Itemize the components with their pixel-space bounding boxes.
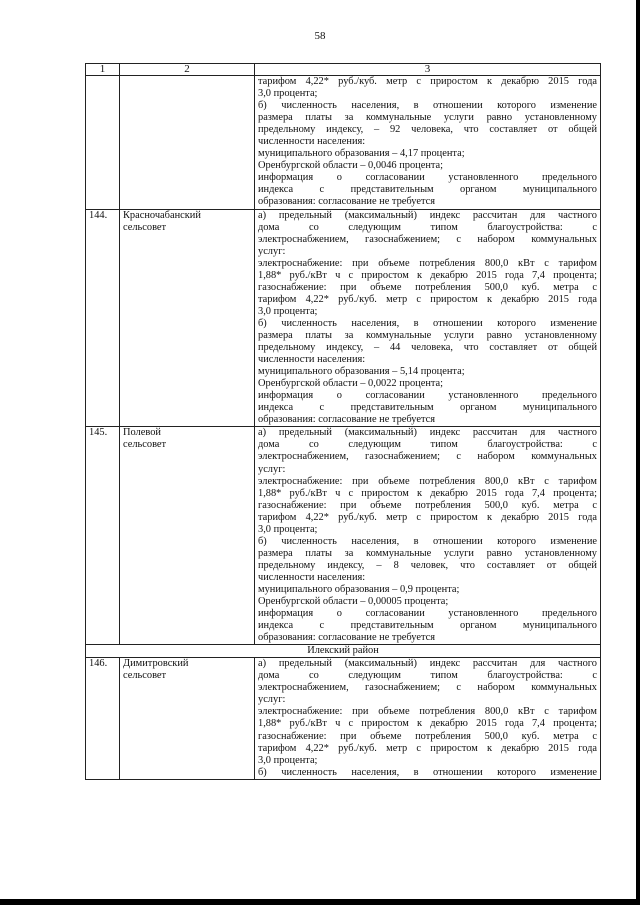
row-number: 145. xyxy=(86,427,120,645)
municipality-name xyxy=(120,209,255,427)
description-line: информация о согласовании установленного предельного xyxy=(258,390,597,402)
description-line: численности населения: xyxy=(258,571,366,583)
description-line: 3,0 процента; xyxy=(258,754,318,766)
description-line: электроснабжение: при объеме потребления 800,0 кВт с тарифом xyxy=(258,257,597,269)
description-line: муниципального образования – 5,14 процента; xyxy=(258,366,465,378)
municipality-name xyxy=(120,427,255,645)
description-line: предельному индексу, – 44 человека, что составляет от общей xyxy=(258,342,597,354)
header-col-2: 2 xyxy=(120,64,255,76)
description-line: 1,88* руб./кВт ч с приростом к декабрю 2015 года 7,4 процента; xyxy=(258,269,597,281)
table-row xyxy=(86,209,601,427)
municipality-name-line: сельсовет xyxy=(123,670,167,682)
scan-bottom-edge xyxy=(0,899,640,905)
description-line: а) предельный (максимальный) индекс рассчитан для частного xyxy=(258,658,597,670)
index-description xyxy=(255,427,601,645)
description-line: информация о согласовании установленного предельного xyxy=(258,608,597,620)
municipality-name-line: Полевой xyxy=(123,427,161,439)
description-line: размера платы за коммунальные услуги равно установленному xyxy=(258,547,597,559)
municipality-name xyxy=(120,658,255,779)
description-line: б) численность населения, в отношении которого изменение xyxy=(258,535,597,547)
description-line: численности населения: xyxy=(258,354,366,366)
description-line: дома со следующим типом благоустройства: с xyxy=(258,670,597,682)
municipality-name-line: сельсовет xyxy=(123,439,167,451)
district-name: Илекский район xyxy=(86,645,601,658)
description-line: численности населения: xyxy=(258,136,366,148)
description-line: а) предельный (максимальный) индекс рассчитан для частного xyxy=(258,209,597,221)
table-row xyxy=(86,76,601,210)
table-row xyxy=(86,658,601,779)
header-col-3: 3 xyxy=(255,64,601,76)
description-line: Оренбургской области – 0,0046 процента; xyxy=(258,160,444,172)
description-line: электроснабжением, газоснабжением; с набором коммунальных xyxy=(258,451,597,463)
description-line: муниципального образования – 0,9 процента; xyxy=(258,583,460,595)
description-line: индекса с представительным органом муниципального xyxy=(258,184,597,196)
description-line: б) численность населения, в отношении которого изменение xyxy=(258,100,597,112)
description-line: размера платы за коммунальные услуги равно установленному xyxy=(258,329,597,341)
description-line: образования: согласование не требуется xyxy=(258,632,436,644)
index-description xyxy=(255,76,601,210)
row-number: 144. xyxy=(86,209,120,427)
header-col-1: 1 xyxy=(86,64,120,76)
description-line: индекса с представительным органом муниципального xyxy=(258,620,597,632)
description-line: предельному индексу, – 92 человека, что составляет от общей xyxy=(258,124,597,136)
description-line: размера платы за коммунальные услуги равно установленному xyxy=(258,112,597,124)
description-line: тарифом 4,22* руб./куб. метр с приростом к декабрю 2015 года xyxy=(258,76,597,87)
description-line: муниципального образования – 4,17 процента; xyxy=(258,148,465,160)
description-line: а) предельный (максимальный) индекс рассчитан для частного xyxy=(258,427,597,439)
description-line: образования: согласование не требуется xyxy=(258,414,436,426)
description-line: 3,0 процента; xyxy=(258,523,318,535)
description-line: б) численность населения, в отношении которого изменение xyxy=(258,766,597,778)
description-line: образования: согласование не требуется xyxy=(258,196,436,208)
page-number: 58 xyxy=(314,30,326,42)
description-line: газоснабжение: при объеме потребления 500,0 куб. метра с xyxy=(258,730,597,742)
description-line: тарифом 4,22* руб./куб. метр с приростом к декабрю 2015 года xyxy=(258,511,597,523)
municipality-name-line: Димитровский xyxy=(123,658,189,670)
district-row xyxy=(86,645,601,658)
table-row xyxy=(86,427,601,645)
index-description xyxy=(255,209,601,427)
row-number xyxy=(86,76,120,210)
scan-edge xyxy=(636,0,640,905)
description-line: услуг: xyxy=(258,694,286,706)
description-line: услуг: xyxy=(258,245,286,257)
description-line: услуг: xyxy=(258,463,286,475)
description-line: газоснабжение: при объеме потребления 500,0 куб. метра с xyxy=(258,281,597,293)
description-line: электроснабжение: при объеме потребления 800,0 кВт с тарифом xyxy=(258,475,597,487)
description-line: информация о согласовании установленного предельного xyxy=(258,172,597,184)
description-line: газоснабжение: при объеме потребления 500,0 куб. метра с xyxy=(258,499,597,511)
description-line: 3,0 процента; xyxy=(258,305,318,317)
description-line: Оренбургской области – 0,00005 процента; xyxy=(258,596,449,608)
municipality-name-line: Красночабанский xyxy=(123,209,201,221)
description-line: тарифом 4,22* руб./куб. метр с приростом к декабрю 2015 года xyxy=(258,742,597,754)
description-line: 1,88* руб./кВт ч с приростом к декабрю 2015 года 7,4 процента; xyxy=(258,487,597,499)
municipality-name-line: сельсовет xyxy=(123,221,167,233)
description-line: тарифом 4,22* руб./куб. метр с приростом к декабрю 2015 года xyxy=(258,293,597,305)
description-line: 3,0 процента; xyxy=(258,88,318,100)
description-line: 1,88* руб./кВт ч с приростом к декабрю 2015 года 7,4 процента; xyxy=(258,718,597,730)
description-line: электроснабжением, газоснабжением; с набором коммунальных xyxy=(258,233,597,245)
description-line: б) численность населения, в отношении которого изменение xyxy=(258,317,597,329)
description-line: индекса с представительным органом муниципального xyxy=(258,402,597,414)
index-description xyxy=(255,658,601,779)
description-line: дома со следующим типом благоустройства: с xyxy=(258,439,597,451)
description-line: дома со следующим типом благоустройства: с xyxy=(258,221,597,233)
description-line: Оренбургской области – 0,0022 процента; xyxy=(258,378,444,390)
index-table xyxy=(85,63,601,780)
municipality-name xyxy=(120,76,255,210)
description-line: предельному индексу, – 8 человек, что составляет от общей xyxy=(258,559,597,571)
table-header-row xyxy=(86,64,601,76)
row-number: 146. xyxy=(86,658,120,779)
description-line: электроснабжением, газоснабжением; с набором коммунальных xyxy=(258,682,597,694)
description-line: электроснабжение: при объеме потребления 800,0 кВт с тарифом xyxy=(258,706,597,718)
